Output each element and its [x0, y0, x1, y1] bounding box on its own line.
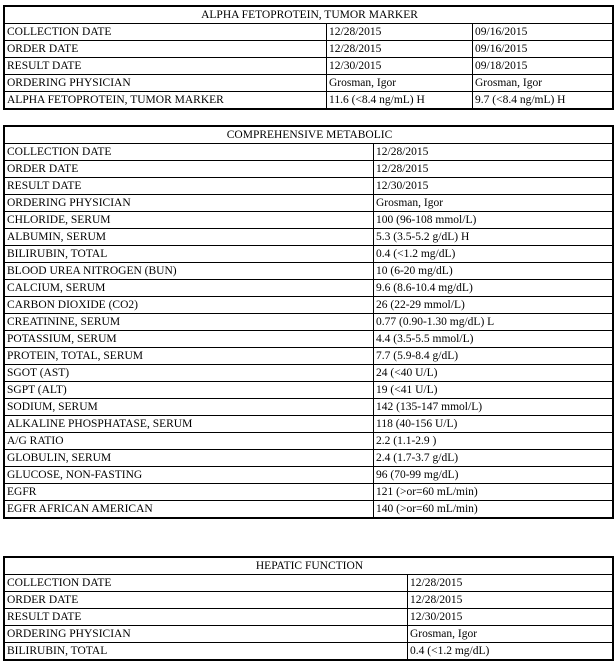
afp-table-title: ALPHA FETOPROTEIN, TUMOR MARKER	[5, 7, 613, 24]
row-label: CHLORIDE, SERUM	[5, 212, 374, 229]
row-label: BILIRUBIN, TOTAL	[5, 246, 374, 263]
row-value: 09/16/2015	[473, 41, 613, 58]
row-label: BILIRUBIN, TOTAL	[5, 643, 408, 660]
table-row	[5, 399, 613, 416]
row-value: 0.4 (<1.2 mg/dL)	[374, 246, 613, 263]
table-row	[5, 433, 613, 450]
table-row	[5, 609, 613, 626]
row-label: EGFR AFRICAN AMERICAN	[5, 501, 374, 518]
row-label: ORDERING PHYSICIAN	[5, 75, 327, 92]
row-value: 9.6 (8.6-10.4 mg/dL)	[374, 280, 613, 297]
table-row	[5, 450, 613, 467]
table-row	[5, 331, 613, 348]
table-row	[5, 178, 613, 195]
hepatic-table-body	[5, 575, 613, 660]
row-value: 10 (6-20 mg/dL)	[374, 263, 613, 280]
table-row	[5, 592, 613, 609]
row-label: ORDERING PHYSICIAN	[5, 626, 408, 643]
table-row	[5, 229, 613, 246]
table-row	[5, 643, 613, 660]
table-row	[5, 575, 613, 592]
row-label: CALCIUM, SERUM	[5, 280, 374, 297]
cmp-table	[4, 126, 613, 518]
row-value: 100 (96-108 mmol/L)	[374, 212, 613, 229]
row-label: ORDER DATE	[5, 592, 408, 609]
row-label: SGPT (ALT)	[5, 382, 374, 399]
row-label: ALBUMIN, SERUM	[5, 229, 374, 246]
row-value: 2.2 (1.1-2.9 )	[374, 433, 613, 450]
row-label: RESULT DATE	[5, 58, 327, 75]
table-row	[5, 263, 613, 280]
row-value: 12/28/2015	[327, 24, 473, 41]
row-value: 19 (<41 U/L)	[374, 382, 613, 399]
row-value: 12/28/2015	[374, 161, 613, 178]
row-value: 96 (70-99 mg/dL)	[374, 467, 613, 484]
table-row	[5, 246, 613, 263]
row-label: PROTEIN, TOTAL, SERUM	[5, 348, 374, 365]
row-label: POTASSIUM, SERUM	[5, 331, 374, 348]
row-label: SODIUM, SERUM	[5, 399, 374, 416]
table-row	[5, 484, 613, 501]
table-row	[5, 467, 613, 484]
row-value: 9.7 (<8.4 ng/mL) H	[473, 92, 613, 109]
row-label: ALPHA FETOPROTEIN, TUMOR MARKER	[5, 92, 327, 109]
row-value: 12/28/2015	[408, 575, 613, 592]
table-row	[5, 280, 613, 297]
table-row	[5, 314, 613, 331]
row-value: Grosman, Igor	[408, 626, 613, 643]
row-value: 142 (135-147 mmol/L)	[374, 399, 613, 416]
table-row	[5, 501, 613, 518]
row-label: A/G RATIO	[5, 433, 374, 450]
table-row	[5, 58, 613, 75]
row-value: Grosman, Igor	[327, 75, 473, 92]
row-label: ORDER DATE	[5, 41, 327, 58]
table-row	[5, 365, 613, 382]
row-value: 12/30/2015	[374, 178, 613, 195]
row-value: 0.4 (<1.2 mg/dL)	[408, 643, 613, 660]
row-value: 118 (40-156 U/L)	[374, 416, 613, 433]
cmp-table-body	[5, 144, 613, 518]
table-row	[5, 626, 613, 643]
table-row	[5, 41, 613, 58]
row-value: 12/30/2015	[408, 609, 613, 626]
row-label: BLOOD UREA NITROGEN (BUN)	[5, 263, 374, 280]
row-label: ALKALINE PHOSPHATASE, SERUM	[5, 416, 374, 433]
row-value: 5.3 (3.5-5.2 g/dL) H	[374, 229, 613, 246]
hepatic-table	[4, 557, 613, 660]
afp-table-body	[5, 24, 613, 109]
row-label: GLUCOSE, NON-FASTING	[5, 467, 374, 484]
row-label: EGFR	[5, 484, 374, 501]
row-value: 2.4 (1.7-3.7 g/dL)	[374, 450, 613, 467]
table-row	[5, 212, 613, 229]
table-row	[5, 75, 613, 92]
row-label: ORDER DATE	[5, 161, 374, 178]
row-label: CREATININE, SERUM	[5, 314, 374, 331]
row-label: COLLECTION DATE	[5, 144, 374, 161]
row-value: 4.4 (3.5-5.5 mmol/L)	[374, 331, 613, 348]
row-value: 140 (>or=60 mL/min)	[374, 501, 613, 518]
row-value: 11.6 (<8.4 ng/mL) H	[327, 92, 473, 109]
row-label: CARBON DIOXIDE (CO2)	[5, 297, 374, 314]
row-label: COLLECTION DATE	[5, 24, 327, 41]
table-row	[5, 382, 613, 399]
row-value: 0.77 (0.90-1.30 mg/dL) L	[374, 314, 613, 331]
row-value: 12/28/2015	[408, 592, 613, 609]
row-value: Grosman, Igor	[374, 195, 613, 212]
table-row	[5, 348, 613, 365]
table-row	[5, 416, 613, 433]
afp-table	[4, 6, 613, 109]
table-row	[5, 144, 613, 161]
row-value: 12/28/2015	[374, 144, 613, 161]
row-value: 26 (22-29 mmol/L)	[374, 297, 613, 314]
row-value: 7.7 (5.9-8.4 g/dL)	[374, 348, 613, 365]
row-label: GLOBULIN, SERUM	[5, 450, 374, 467]
hepatic-table-title: HEPATIC FUNCTION	[5, 558, 613, 575]
row-value: 12/28/2015	[327, 41, 473, 58]
row-label: ORDERING PHYSICIAN	[5, 195, 374, 212]
row-value: Grosman, Igor	[473, 75, 613, 92]
row-label: COLLECTION DATE	[5, 575, 408, 592]
row-label: RESULT DATE	[5, 178, 374, 195]
table-row	[5, 92, 613, 109]
row-label: RESULT DATE	[5, 609, 408, 626]
cmp-table-title: COMPREHENSIVE METABOLIC	[5, 127, 613, 144]
table-row	[5, 195, 613, 212]
table-row	[5, 297, 613, 314]
row-value: 12/30/2015	[327, 58, 473, 75]
table-row	[5, 161, 613, 178]
table-row	[5, 24, 613, 41]
row-value: 09/18/2015	[473, 58, 613, 75]
row-value: 24 (<40 U/L)	[374, 365, 613, 382]
row-label: SGOT (AST)	[5, 365, 374, 382]
row-value: 09/16/2015	[473, 24, 613, 41]
row-value: 121 (>or=60 mL/min)	[374, 484, 613, 501]
